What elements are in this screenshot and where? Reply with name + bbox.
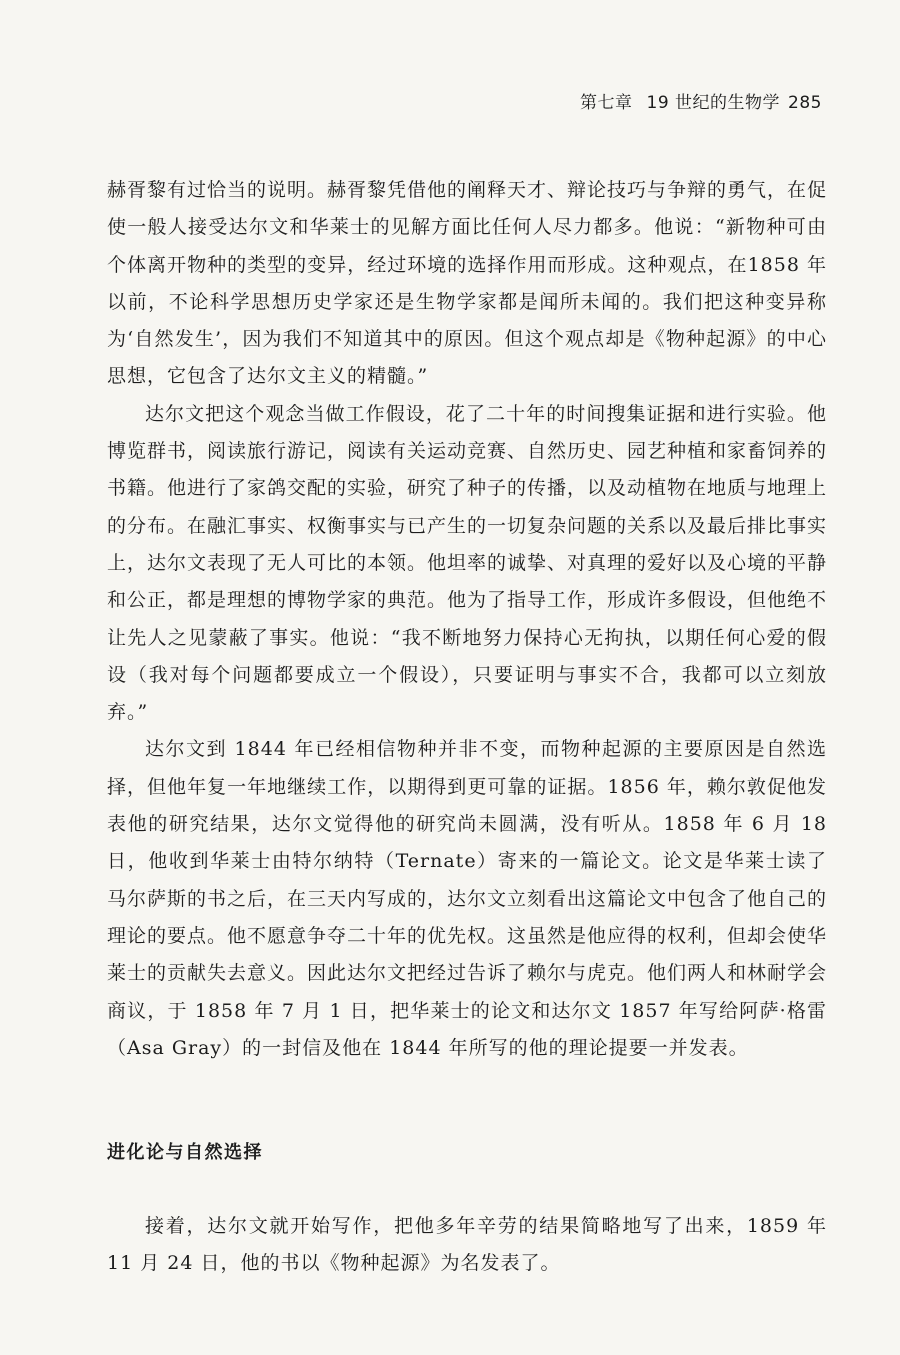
paragraph-1: 赫胥黎有过恰当的说明。赫胥黎凭借他的阐释天才、辩论技巧与争辩的勇气，在促使一般人接受达尔文和华莱士的见解方面比任何人尽力都多。他说：“新物种可由个体离开物种的类型的变异，经过环境的选择作用而形成。这种观点，在1858 年以前，不论科学思想历史学家还是生物学家都是闻所未闻的。我们把这种变异称为‘自然发生’，因为我们不知道其中的原因。但这个观点却是《物种起源》的中心思想，它包含了达尔文主义的精髓。”	[107, 179, 828, 388]
paragraph-3: 达尔文到 1844 年已经相信物种并非不变，而物种起源的主要原因是自然选择，但他年复一年地继续工作，以期得到更可靠的证据。1856 年，赖尔敦促他发表他的研究结果，达尔文觉得他的研究尚未圆满，没有听从。1858 年 6 月 18 日，他收到华莱士由特尔纳特（Ternate）寄来的一篇论文。论文是华莱士读了马尔萨斯的书之后，在三天内写成的，达尔文立刻看出这篇论文中包含了他自己的理论的要点。他不愿意争夺二十年的优先权。这虽然是他应得的权利，但却会使华莱士的贡献失去意义。因此达尔文把经过告诉了赖尔与虎克。他们两人和林耐学会商议，于 1858 年 7 月 1 日，把华莱士的论文和达尔文 1857 年写给阿萨·格雷（Asa Gray）的一封信及他在 1844 年所写的他的理论提要一并发表。	[107, 738, 828, 1059]
section-body	[107, 1208, 827, 1283]
section-heading: 进化论与自然选择	[107, 1142, 263, 1163]
body-text	[107, 172, 827, 1067]
chapter-label: 第七章	[580, 93, 633, 113]
page-number: 285	[788, 93, 822, 113]
paragraph-2: 达尔文把这个观念当做工作假设，花了二十年的时间搜集证据和进行实验。他博览群书，阅读旅行游记，阅读有关运动竞赛、自然历史、园艺种植和家畜饲养的书籍。他进行了家鸽交配的实验，研究了种子的传播，以及动植物在地质与地理上的分布。在融汇事实、权衡事实与已产生的一切复杂问题的关系以及最后排比事实上，达尔文表现了无人可比的本领。他坦率的诚挚、对真理的爱好以及心境的平静和公正，都是理想的博物学家的典范。他为了指导工作，形成许多假设，但他绝不让先人之见蒙蔽了事实。他说：“我不断地努力保持心无拘执，以期任何心爱的假设（我对每个问题都要成立一个假设），只要证明与事实不合，我都可以立刻放弃。”	[107, 402, 828, 724]
section-paragraph: 接着，达尔文就开始写作，把他多年辛劳的结果简略地写了出来，1859 年 11 月 24 日，他的书以《物种起源》为名发表了。	[107, 1215, 827, 1275]
chapter-title: 19 世纪的生物学	[646, 93, 781, 113]
running-head	[580, 88, 822, 113]
